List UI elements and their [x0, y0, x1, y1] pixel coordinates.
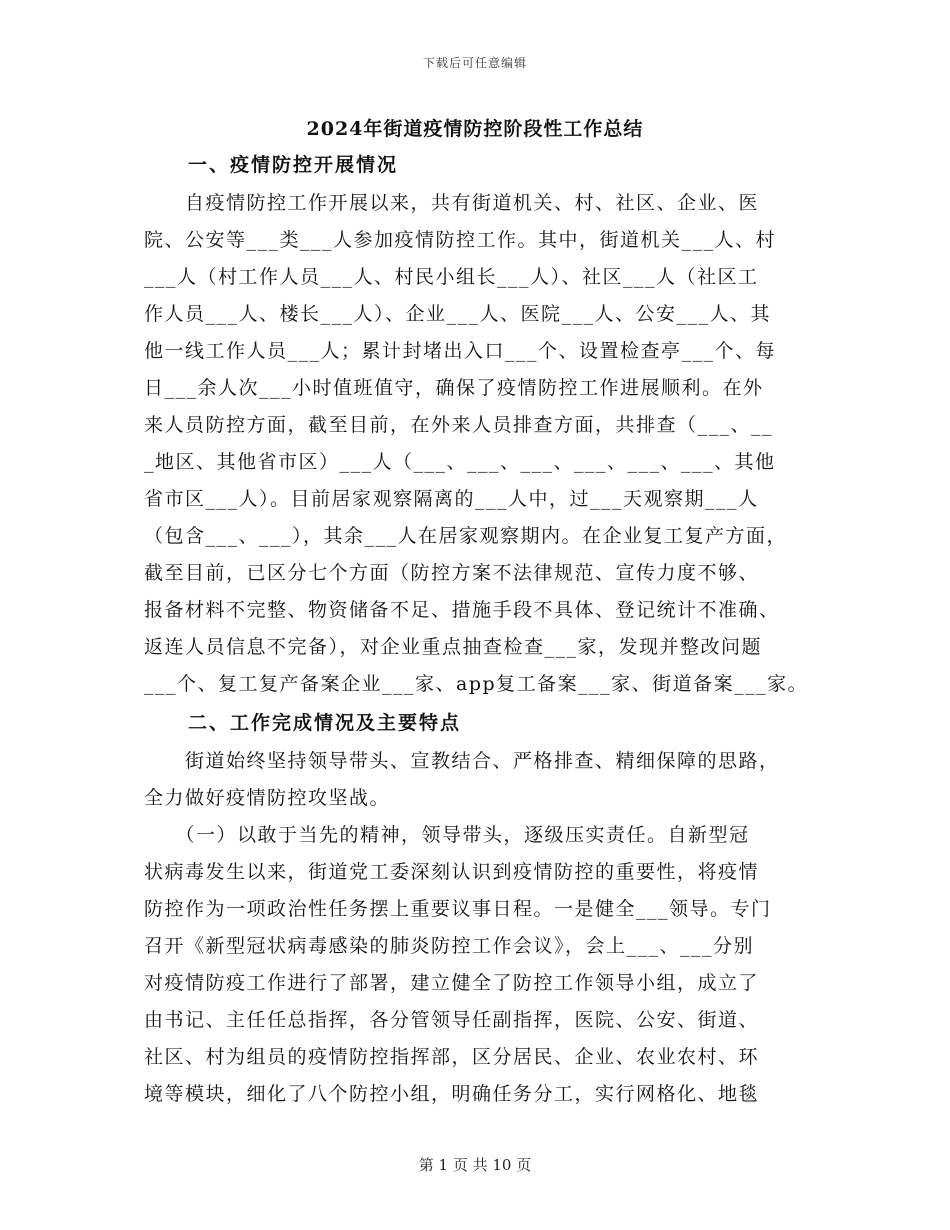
- document-title: 2024年街道疫情防控阶段性工作总结: [306, 118, 644, 140]
- paragraph-line: 由书记、主任任总指挥，各分管领导任副指挥，医院、公安、街道、: [144, 1009, 760, 1031]
- paragraph-line: 作人员___人、楼长___人）、企业___人、医院___人、公安___人、其: [144, 303, 772, 325]
- paragraph-line: 召开《新型冠状病毒感染的肺炎防控工作会议》，会上___、___分别: [144, 935, 755, 957]
- page-header-note: 下载后可任意编辑: [422, 56, 527, 70]
- paragraph-line: 对疫情防疫工作进行了部署，建立健全了防控工作领导小组，成立了: [144, 972, 760, 994]
- section-heading-1: 一、疫情防控开展情况: [188, 154, 399, 176]
- paragraph-line: 来人员防控方面，截至目前，在外来人员排查方面，共排查（___、__: [144, 414, 774, 436]
- paragraph-line: 他一线工作人员___人；累计封堵出入口___个、设置检查亭___个、每: [144, 340, 777, 362]
- paragraph-line: 日___余人次___小时值班值守，确保了疫情防控工作进展顺利。在外: [144, 377, 764, 399]
- paragraph-line: 全力做好疫情防控攻坚战。: [144, 787, 391, 809]
- paragraph-line: 防控作为一项政治性任务摆上重要议事日程。一是健全___领导。专门: [144, 898, 772, 920]
- paragraph-line: 状病毒发生以来，街道党工委深刻认识到疫情防控的重要性，将疫情: [144, 861, 760, 883]
- paragraph-line: 院、公安等___类___人参加疫情防控工作。其中，街道机关___人、村: [144, 229, 777, 251]
- paragraph-line: _地区、其他省市区）___人（___、___、___、___、___、___、其他: [144, 451, 776, 473]
- paragraph-line: 境等模块，细化了八个防控小组，明确任务分工，实行网格化、地毯: [144, 1083, 760, 1105]
- page-footer: 第 1 页 共 10 页: [418, 1156, 532, 1174]
- paragraph-line: 返连人员信息不完备），对企业重点抽查检查___家，发现并整改问题: [144, 636, 763, 658]
- paragraph-line: 截至目前，已区分七个方面（防控方案不法律规范、宣传力度不够、: [144, 562, 760, 584]
- paragraph-line: ___个、复工复产备案企业___家、app复工备案___家、街道备案___家。: [144, 673, 809, 695]
- paragraph-line: ___人（村工作人员___人、村民小组长___人）、社区___人（社区工: [144, 266, 759, 288]
- paragraph-line: 报备材料不完整、物资储备不足、措施手段不具体、登记统计不准确、: [144, 599, 780, 621]
- section-heading-2: 二、工作完成情况及主要特点: [188, 712, 462, 734]
- paragraph-line: （一）以敢于当先的精神，领导带头，逐级压实责任。自新型冠: [144, 824, 750, 846]
- paragraph-line: 街道始终坚持领导带头、宣教结合、严格排查、精细保障的思路，: [144, 750, 780, 772]
- paragraph-line: 省市区___人）。目前居家观察隔离的___人中，过___天观察期___人: [144, 488, 759, 510]
- paragraph-line: 社区、村为组员的疫情防控指挥部，区分居民、企业、农业农村、环: [144, 1046, 760, 1068]
- paragraph-line: （包含___、___），其余___人在居家观察期内。在企业复工复产方面，: [144, 525, 788, 547]
- paragraph-line: 自疫情防控工作开展以来，共有街道机关、村、社区、企业、医: [144, 192, 760, 214]
